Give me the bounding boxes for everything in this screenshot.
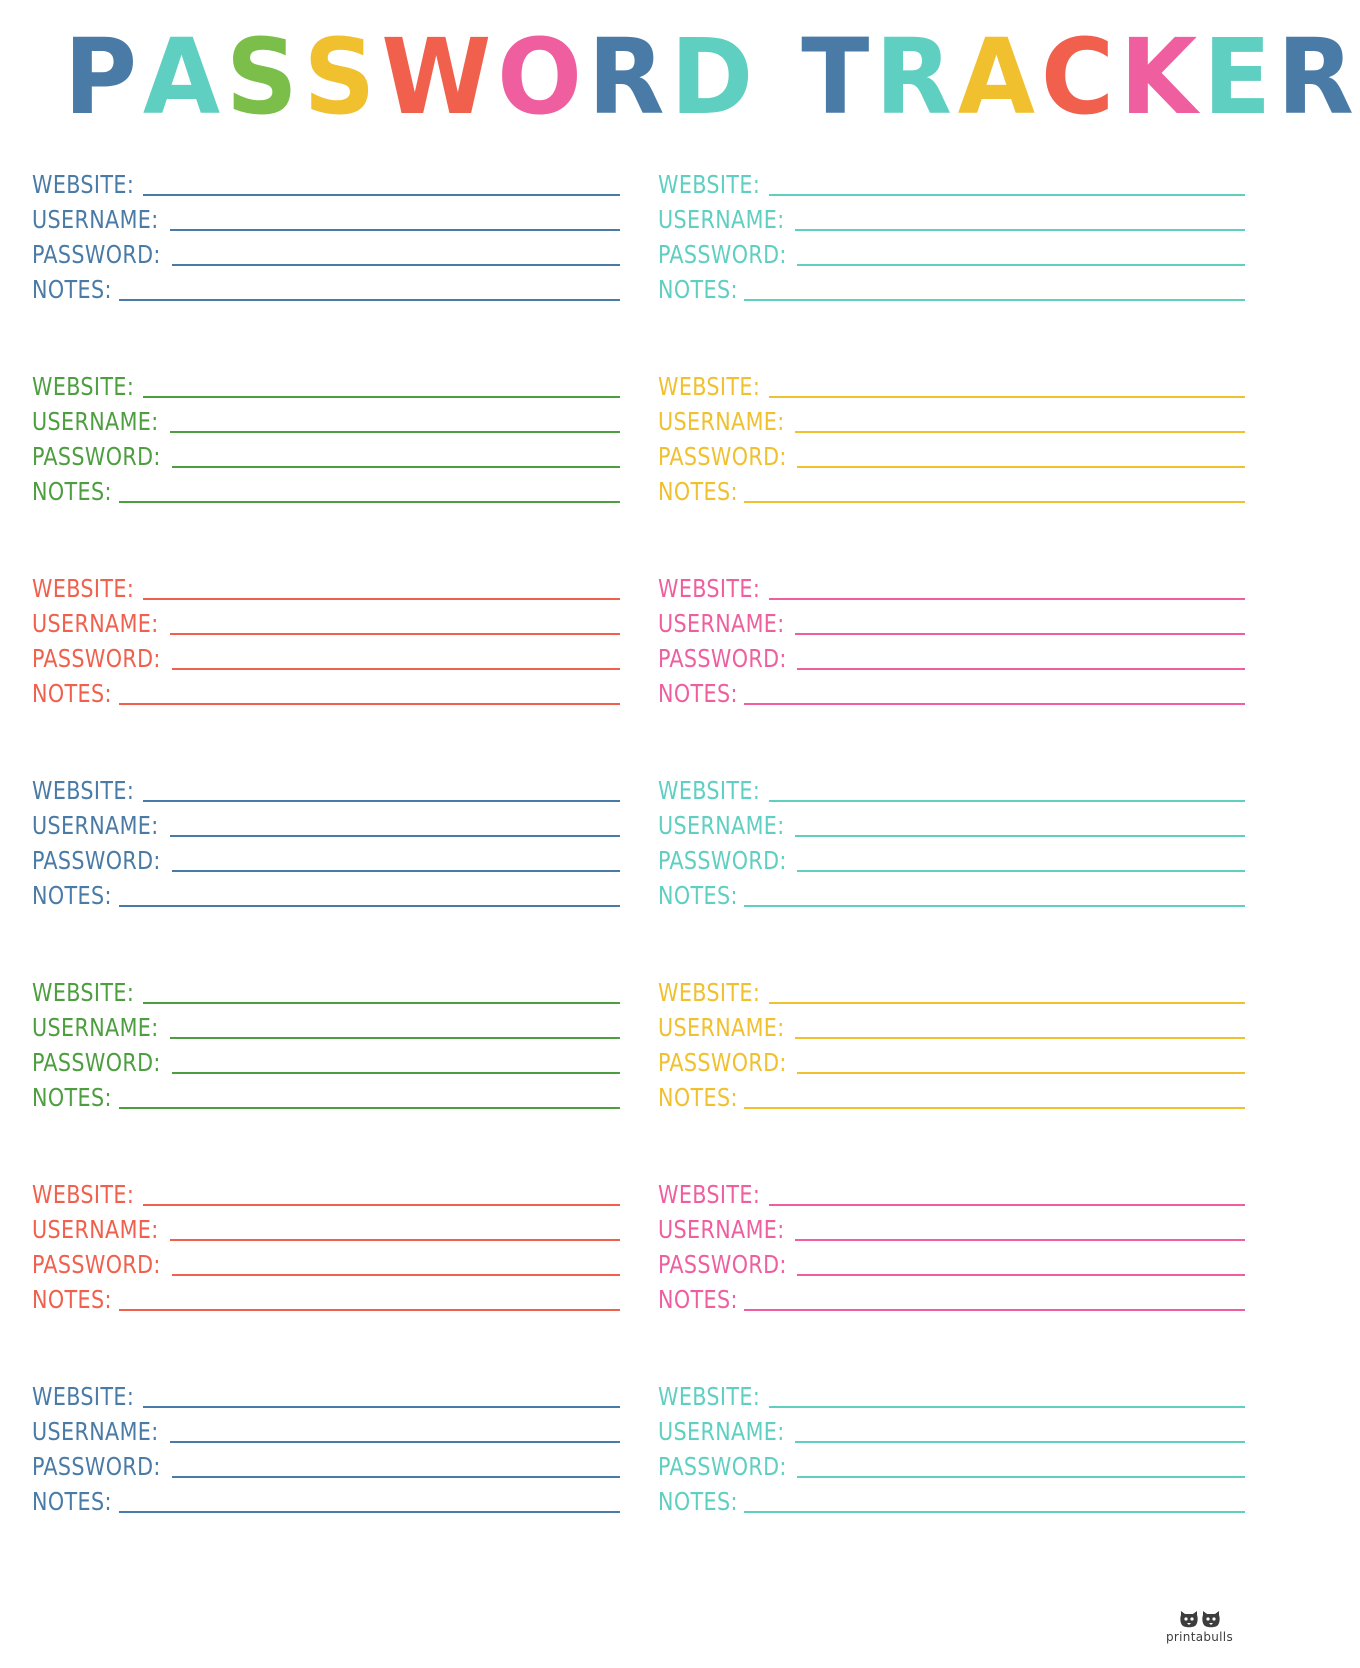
field-row-password — [658, 1044, 1246, 1079]
website-write-line[interactable] — [769, 396, 1245, 398]
notes-label: NOTES: — [657, 678, 738, 708]
notes-label: NOTES: — [657, 274, 738, 304]
notes-write-line[interactable] — [119, 299, 620, 301]
username-write-line[interactable] — [170, 1037, 620, 1039]
notes-write-line[interactable] — [119, 905, 620, 907]
username-label: USERNAME: — [32, 608, 159, 638]
field-row-password — [658, 842, 1246, 877]
title-letter-9: T — [801, 16, 876, 138]
field-row-username — [32, 403, 620, 438]
field-row-website — [32, 974, 620, 1009]
field-row-password — [32, 1246, 620, 1281]
notes-label: NOTES: — [657, 1082, 738, 1112]
username-label: USERNAME: — [657, 1416, 785, 1446]
password-entry-block — [658, 160, 1246, 362]
field-row-notes — [32, 675, 620, 710]
title-space — [759, 18, 801, 138]
field-row-website — [32, 772, 620, 807]
website-label: WEBSITE: — [32, 371, 135, 401]
title-letter-3: S — [303, 16, 382, 138]
password-label: PASSWORD: — [657, 239, 787, 269]
field-row-username — [32, 201, 620, 236]
website-write-line[interactable] — [769, 1406, 1245, 1408]
field-row-website — [658, 1378, 1246, 1413]
field-row-notes — [658, 1281, 1246, 1316]
notes-write-line[interactable] — [119, 1511, 620, 1513]
field-row-password — [32, 438, 620, 473]
title-letter-5: O — [497, 16, 588, 138]
notes-write-line[interactable] — [744, 703, 1245, 705]
username-label: USERNAME: — [32, 1416, 159, 1446]
password-entry-block — [32, 1372, 620, 1574]
field-row-password — [658, 1246, 1246, 1281]
field-row-notes — [658, 271, 1246, 306]
title-letter-13: K — [1119, 16, 1204, 138]
password-entry-block — [32, 362, 620, 564]
username-write-line[interactable] — [170, 431, 620, 433]
password-label: PASSWORD: — [657, 1249, 787, 1279]
username-write-line[interactable] — [795, 1037, 1245, 1039]
password-write-line[interactable] — [797, 668, 1245, 670]
title-letter-0: P — [63, 16, 143, 138]
username-label: USERNAME: — [32, 1012, 159, 1042]
field-row-password — [32, 1044, 620, 1079]
username-label: USERNAME: — [657, 1012, 785, 1042]
website-write-line[interactable] — [769, 800, 1245, 802]
password-tracker-page — [0, 16, 1360, 1668]
password-entry-block — [32, 766, 620, 968]
website-label: WEBSITE: — [657, 1179, 760, 1209]
website-label: WEBSITE: — [657, 573, 760, 603]
username-write-line[interactable] — [795, 1239, 1245, 1241]
field-row-website — [658, 772, 1246, 807]
title-letter-4: W — [381, 16, 498, 138]
username-write-line[interactable] — [795, 431, 1245, 433]
field-row-username — [32, 605, 620, 640]
password-write-line[interactable] — [797, 1476, 1245, 1478]
website-write-line[interactable] — [769, 1002, 1245, 1004]
website-label: WEBSITE: — [657, 977, 760, 1007]
title-letter-15: R — [1276, 16, 1360, 138]
password-entry-block — [658, 1372, 1246, 1574]
password-label: PASSWORD: — [657, 441, 787, 471]
password-write-line[interactable] — [797, 1072, 1245, 1074]
notes-label: NOTES: — [32, 1082, 112, 1112]
username-write-line[interactable] — [795, 835, 1245, 837]
title-letter-1: A — [142, 16, 226, 138]
password-write-line[interactable] — [797, 1274, 1245, 1276]
password-label: PASSWORD: — [657, 845, 787, 875]
field-row-notes — [32, 1483, 620, 1518]
field-row-password — [658, 1448, 1246, 1483]
field-row-username — [32, 1009, 620, 1044]
website-write-line[interactable] — [769, 1204, 1245, 1206]
field-row-password — [32, 236, 620, 271]
field-row-password — [32, 842, 620, 877]
title-letter-11: A — [957, 16, 1041, 138]
notes-write-line[interactable] — [744, 299, 1245, 301]
password-entry-block — [658, 564, 1246, 766]
notes-label: NOTES: — [32, 476, 112, 506]
password-entry-block — [32, 160, 620, 362]
password-entry-block — [32, 564, 620, 766]
field-row-website — [32, 368, 620, 403]
password-entry-block — [658, 766, 1246, 968]
website-label: WEBSITE: — [32, 169, 135, 199]
notes-label: NOTES: — [32, 274, 112, 304]
website-write-line[interactable] — [143, 800, 619, 802]
password-write-line[interactable] — [172, 264, 620, 266]
password-write-line[interactable] — [172, 1072, 620, 1074]
field-row-username — [658, 807, 1246, 842]
field-row-username — [658, 1009, 1246, 1044]
username-write-line[interactable] — [795, 1441, 1245, 1443]
password-label: PASSWORD: — [32, 845, 161, 875]
field-row-notes — [658, 877, 1246, 912]
field-row-notes — [658, 473, 1246, 508]
notes-write-line[interactable] — [119, 501, 620, 503]
website-label: WEBSITE: — [657, 169, 760, 199]
username-write-line[interactable] — [170, 1239, 620, 1241]
username-write-line[interactable] — [170, 633, 620, 635]
website-label: WEBSITE: — [657, 371, 760, 401]
website-write-line[interactable] — [143, 194, 619, 196]
notes-write-line[interactable] — [744, 905, 1245, 907]
website-write-line[interactable] — [769, 598, 1245, 600]
field-row-notes — [32, 877, 620, 912]
username-label: USERNAME: — [657, 608, 785, 638]
password-label: PASSWORD: — [32, 643, 161, 673]
username-write-line[interactable] — [795, 229, 1245, 231]
footer-logo — [1166, 1611, 1233, 1644]
password-entry-block — [658, 968, 1246, 1170]
password-entry-block — [32, 1170, 620, 1372]
field-row-notes — [658, 1079, 1246, 1114]
notes-label: NOTES: — [657, 880, 738, 910]
website-write-line[interactable] — [769, 194, 1245, 196]
password-write-line[interactable] — [797, 870, 1245, 872]
username-label: USERNAME: — [657, 1214, 785, 1244]
password-write-line[interactable] — [172, 1476, 620, 1478]
website-label: WEBSITE: — [32, 775, 135, 805]
notes-label: NOTES: — [32, 678, 112, 708]
password-entry-block — [32, 968, 620, 1170]
field-row-notes — [658, 1483, 1246, 1518]
password-entry-block — [658, 362, 1246, 564]
field-row-username — [32, 1413, 620, 1448]
bulldog-icon — [1179, 1611, 1221, 1629]
field-row-username — [658, 201, 1246, 236]
password-label: PASSWORD: — [32, 441, 161, 471]
notes-label: NOTES: — [32, 1284, 112, 1314]
username-label: USERNAME: — [32, 406, 159, 436]
field-row-website — [32, 1176, 620, 1211]
field-row-website — [658, 166, 1246, 201]
notes-write-line[interactable] — [744, 1511, 1245, 1513]
field-row-website — [658, 570, 1246, 605]
password-label: PASSWORD: — [32, 239, 161, 269]
field-row-website — [658, 368, 1246, 403]
website-label: WEBSITE: — [657, 1381, 760, 1411]
field-row-notes — [32, 271, 620, 306]
notes-write-line[interactable] — [744, 1309, 1245, 1311]
password-label: PASSWORD: — [32, 1451, 161, 1481]
notes-write-line[interactable] — [119, 1309, 620, 1311]
field-row-password — [32, 1448, 620, 1483]
password-label: PASSWORD: — [32, 1249, 161, 1279]
title-letter-10: R — [875, 16, 958, 138]
password-write-line[interactable] — [172, 668, 620, 670]
website-write-line[interactable] — [143, 1002, 619, 1004]
website-label: WEBSITE: — [32, 977, 135, 1007]
notes-label: NOTES: — [32, 880, 112, 910]
username-label: USERNAME: — [32, 1214, 159, 1244]
field-row-website — [32, 570, 620, 605]
field-row-username — [658, 1211, 1246, 1246]
password-entry-block — [658, 1170, 1246, 1372]
password-write-line[interactable] — [172, 466, 620, 468]
page-title — [26, 16, 1360, 138]
notes-label: NOTES: — [657, 1486, 738, 1516]
field-row-username — [658, 605, 1246, 640]
field-row-password — [658, 236, 1246, 271]
entries-grid — [0, 160, 1275, 1574]
field-row-username — [658, 1413, 1246, 1448]
password-label: PASSWORD: — [657, 1047, 787, 1077]
notes-label: NOTES: — [657, 476, 738, 506]
brand-name: printabulls — [1166, 1630, 1233, 1644]
field-row-website — [658, 1176, 1246, 1211]
notes-label: NOTES: — [657, 1284, 738, 1314]
field-row-username — [658, 403, 1246, 438]
password-label: PASSWORD: — [657, 643, 787, 673]
password-write-line[interactable] — [797, 264, 1245, 266]
password-write-line[interactable] — [172, 870, 620, 872]
title-letter-2: S — [225, 16, 304, 138]
field-row-password — [658, 438, 1246, 473]
field-row-notes — [32, 1079, 620, 1114]
field-row-website — [32, 1378, 620, 1413]
username-write-line[interactable] — [795, 633, 1245, 635]
password-label: PASSWORD: — [657, 1451, 787, 1481]
notes-write-line[interactable] — [119, 703, 620, 705]
title-letter-6: R — [587, 16, 671, 138]
username-write-line[interactable] — [170, 229, 620, 231]
website-label: WEBSITE: — [32, 573, 135, 603]
field-row-website — [32, 166, 620, 201]
website-write-line[interactable] — [143, 1204, 619, 1206]
password-write-line[interactable] — [172, 1274, 620, 1276]
field-row-username — [32, 1211, 620, 1246]
field-row-password — [32, 640, 620, 675]
username-label: USERNAME: — [32, 810, 159, 840]
website-write-line[interactable] — [143, 396, 619, 398]
title-letter-14: E — [1203, 16, 1277, 138]
title-letter-12: C — [1040, 16, 1120, 138]
notes-write-line[interactable] — [744, 1107, 1245, 1109]
field-row-notes — [658, 675, 1246, 710]
website-write-line[interactable] — [143, 598, 619, 600]
title-letter-7: D — [670, 16, 760, 138]
notes-label: NOTES: — [32, 1486, 112, 1516]
website-label: WEBSITE: — [32, 1179, 135, 1209]
password-label: PASSWORD: — [32, 1047, 161, 1077]
field-row-password — [658, 640, 1246, 675]
field-row-notes — [32, 1281, 620, 1316]
password-write-line[interactable] — [797, 466, 1245, 468]
website-label: WEBSITE: — [32, 1381, 135, 1411]
username-write-line[interactable] — [170, 1441, 620, 1443]
username-write-line[interactable] — [170, 835, 620, 837]
website-write-line[interactable] — [143, 1406, 619, 1408]
field-row-notes — [32, 473, 620, 508]
field-row-username — [32, 807, 620, 842]
notes-write-line[interactable] — [119, 1107, 620, 1109]
field-row-website — [658, 974, 1246, 1009]
username-label: USERNAME: — [32, 204, 159, 234]
username-label: USERNAME: — [657, 406, 785, 436]
notes-write-line[interactable] — [744, 501, 1245, 503]
website-label: WEBSITE: — [657, 775, 760, 805]
username-label: USERNAME: — [657, 810, 785, 840]
username-label: USERNAME: — [657, 204, 785, 234]
